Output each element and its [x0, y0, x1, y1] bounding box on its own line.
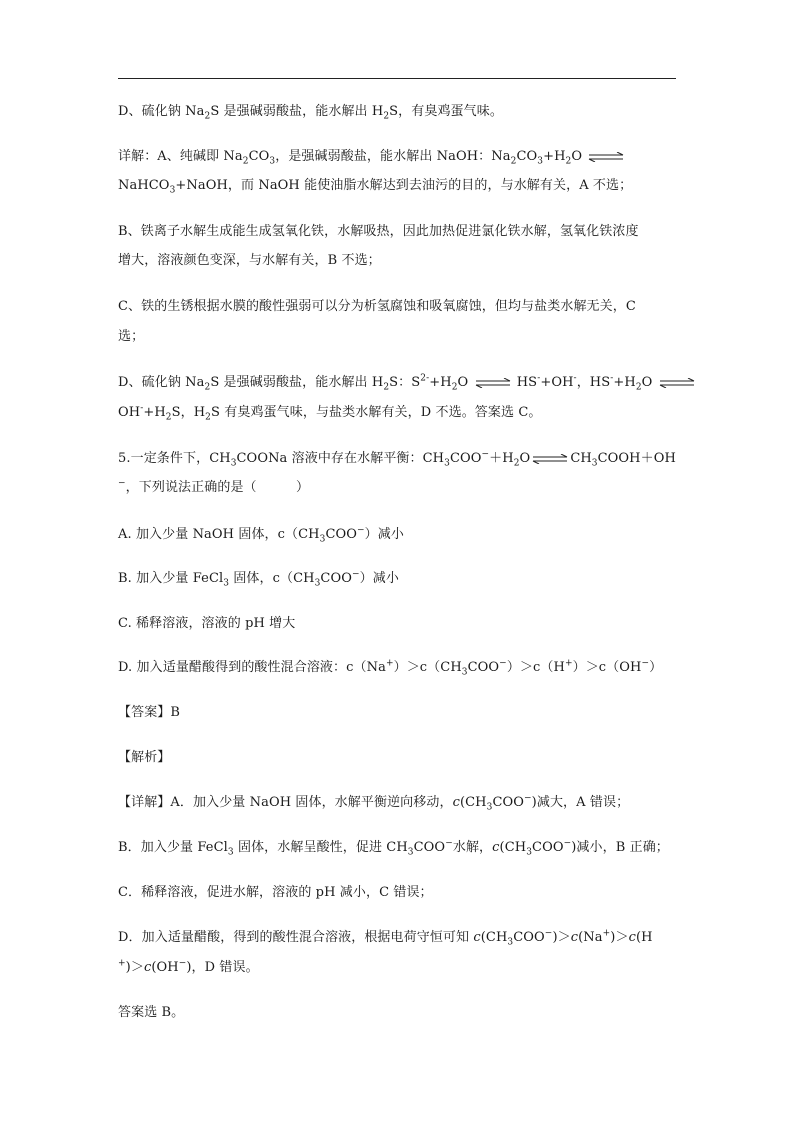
text-line-detail-a1: 详解：A、纯碱即 $Na_2CO_3$，是强碱弱酸盐，能水解出 NaOH：$Na_2CO_3+H_2O$ [118, 149, 626, 165]
analysis-label: 【解析】 [118, 750, 171, 765]
header-rule [118, 78, 676, 79]
explanation-c: C．稀释溶液，促进水解，溶液的 pH 减小，C 错误； [118, 885, 433, 900]
equilibrium-arrow-icon [588, 152, 624, 162]
option-b: B. 加入少量 FeCl$_3$ 固体，$c(CH_3COO^-)$减小 [118, 569, 399, 589]
text-line-detail-c1: C、铁的生锈根据水膜的酸性强弱可以分为析氢腐蚀和吸氧腐蚀，但均与盐类水解无关，C [118, 299, 636, 314]
explanation-d-line2: +)＞c(OH−)，D 错误。 [118, 958, 259, 975]
equilibrium-arrow-icon [659, 378, 695, 388]
explanation-a: 【详解】A．加入少量 NaOH 固体，水解平衡逆向移动，$c(CH_3COO^-)$减大，A 错误； [118, 793, 630, 813]
option-d: D. 加入适量醋酸得到的酸性混合溶液：$c(Na^+)>c(CH_3COO^-)>c(H^+)>c(OH^-)$ [118, 658, 663, 678]
option-c: C. 稀释溶液，溶液的 pH 增大 [118, 616, 296, 631]
explanation-b: B．加入少量 FeCl$_3$ 固体，水解呈酸性，促进 $CH_3COO^-$水解，$c(CH_3COO^-)$减小，B 正确； [118, 838, 669, 858]
text-line-detail-b1: B、铁离子水解生成能生成氢氧化铁，水解吸热，因此加热促进氯化铁水解，氢氧化铁浓度 [118, 224, 639, 239]
final-answer: 答案选 B。 [118, 1005, 185, 1020]
question-5-stem-line1: 5.一定条件下，$CH_3COONa$ 溶液中存在水解平衡：$CH_3COO^-+H_2O$ $CH_3COOH+OH$ [118, 449, 676, 469]
text-line-detail-a2: NaHCO$_3$+NaOH，而 NaOH 能使油脂水解达到去油污的目的，与水解有关，A 不选； [118, 178, 633, 196]
text-line-d-prev: D、硫化钠 $Na_2S$ 是强碱弱酸盐，能水解出 $H_2S$，有臭鸡蛋气味。 [118, 104, 503, 122]
explanation-d-line1: D．加入适量醋酸，得到的酸性混合溶液，根据电荷守恒可知 $c(CH_3COO^-)>c(Na^+)>c(H$ [118, 928, 653, 948]
option-a: A. 加入少量 NaOH 固体，$c(CH_3COO^-)$减小 [118, 525, 404, 545]
text-line-detail-b2: 增大，溶液颜色变深，与水解有关，B 不选； [118, 253, 381, 268]
equilibrium-arrow-icon [475, 378, 511, 388]
question-5-stem-line2: −，下列说法正确的是（ ） [118, 478, 310, 495]
text-line-detail-c2: 选； [118, 329, 145, 344]
equilibrium-arrow-icon [532, 454, 568, 464]
answer-label: 【答案】B [118, 705, 181, 720]
text-line-detail-d2: $OH^-+H_2S$，$H_2S$ 有臭鸡蛋气味，与盐类水解有关，D 不选。答案选 C。 [118, 403, 542, 423]
text-line-detail-d1: D、硫化钠 $Na_2S$ 是强碱弱酸盐，能水解出 $H_2S$：$S^{2-}+H_2O$ HS-+OH-，$HS^-+H_2O$ [118, 375, 697, 391]
